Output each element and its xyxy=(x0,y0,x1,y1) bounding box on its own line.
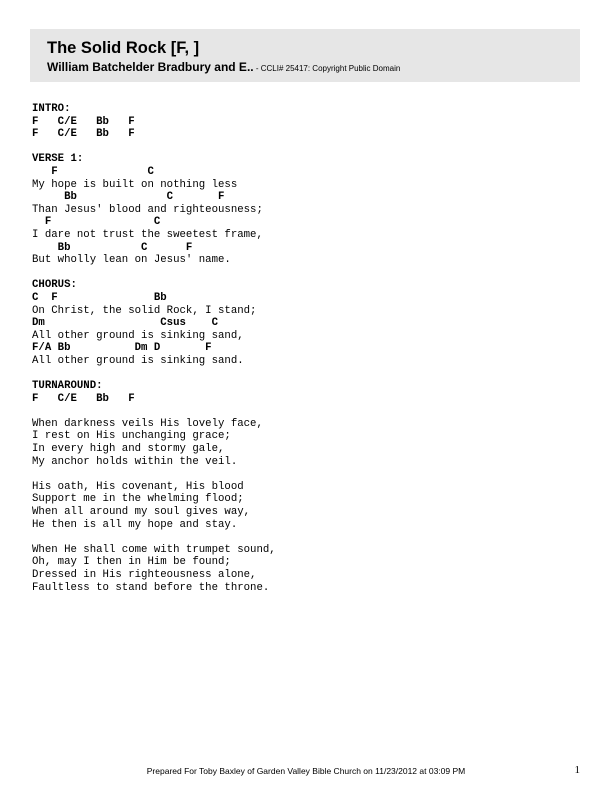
sheet-line-blank xyxy=(32,141,592,154)
sheet-line-lyric: My hope is built on nothing less xyxy=(32,178,238,191)
sheet-line-chord: F/A Bb Dm D F xyxy=(32,342,212,355)
sheet-line-lyric: His oath, His covenant, His blood xyxy=(32,480,244,493)
sheet-line-lyric: Support me in the whelming flood; xyxy=(32,493,244,506)
sheet-line-blank xyxy=(32,468,592,481)
sheet-line-section: TURNAROUND: xyxy=(32,380,103,393)
sheet-line-chord: C F Bb xyxy=(32,291,167,304)
page-number: 1 xyxy=(574,764,580,776)
sheet-line-lyric: All other ground is sinking sand. xyxy=(32,354,244,367)
sheet-line-section: VERSE 1: xyxy=(32,153,84,166)
sheet-line-chord: F C/E Bb F xyxy=(32,392,135,405)
sheet-line-section: CHORUS: xyxy=(32,279,77,292)
sheet-line-lyric: He then is all my hope and stay. xyxy=(32,518,238,531)
sheet-line-lyric: When He shall come with trumpet sound, xyxy=(32,543,276,556)
chord-sheet xyxy=(32,103,592,594)
sheet-line-lyric: All other ground is sinking sand, xyxy=(32,329,244,342)
sheet-line-lyric: When darkness veils His lovely face, xyxy=(32,417,263,430)
sheet-line-lyric: I rest on His unchanging grace; xyxy=(32,430,231,443)
song-authors: William Batchelder Bradbury and E.. xyxy=(47,60,254,74)
sheet-line-lyric: Oh, may I then in Him be found; xyxy=(32,556,231,569)
sheet-line-lyric: My anchor holds within the veil. xyxy=(32,455,238,468)
sheet-line-chord: F C xyxy=(32,165,154,178)
sheet-line-chord: F C/E Bb F xyxy=(32,128,135,141)
song-title: The Solid Rock [F, ] xyxy=(47,39,200,57)
sheet-line-lyric: I dare not trust the sweetest frame, xyxy=(32,228,263,241)
song-copyright: - CCLI# 25417: Copyright Public Domain xyxy=(253,64,401,73)
sheet-line-blank xyxy=(32,405,592,418)
sheet-line-blank xyxy=(32,267,592,280)
song-subtitle xyxy=(47,59,400,76)
sheet-line-lyric: Than Jesus' blood and righteousness; xyxy=(32,203,263,216)
sheet-line-lyric: When all around my soul gives way, xyxy=(32,506,251,518)
sheet-line-chord: Bb C F xyxy=(32,241,193,254)
sheet-line-chord: F C xyxy=(32,216,161,229)
song-header xyxy=(30,29,580,82)
sheet-line-lyric: Dressed in His righteousness alone, xyxy=(32,568,257,581)
sheet-line-lyric: In every high and stormy gale, xyxy=(32,443,225,456)
sheet-line-chord: Bb C F xyxy=(32,191,225,204)
sheet-line-blank xyxy=(32,531,592,544)
footer-prepared: Prepared For Toby Baxley of Garden Valley Bible Church on 11/23/2012 at 03:09 PM xyxy=(146,766,466,776)
sheet-line-lyric: On Christ, the solid Rock, I stand; xyxy=(32,304,257,317)
sheet-line-lyric: But wholly lean on Jesus' name. xyxy=(32,254,231,267)
sheet-line-chord: F C/E Bb F xyxy=(32,115,135,128)
sheet-line-blank xyxy=(32,367,592,380)
sheet-line-section: INTRO: xyxy=(32,103,71,115)
sheet-line-lyric: Faultless to stand before the throne. xyxy=(32,581,270,594)
sheet-line-chord: Dm Csus C xyxy=(32,317,218,330)
